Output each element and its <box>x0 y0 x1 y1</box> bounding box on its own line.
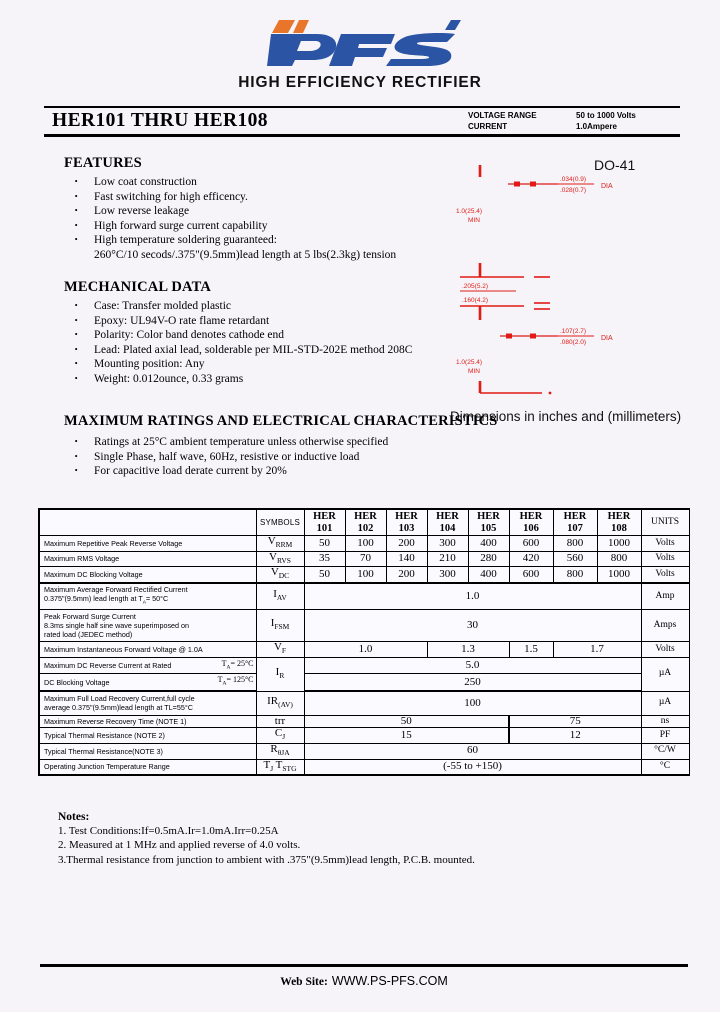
list-item: · High forward surge current capability <box>64 219 396 234</box>
header-part-her103 <box>386 509 427 536</box>
cell-value: 800 <box>553 567 597 583</box>
cell-value: 200 <box>386 536 427 552</box>
header-part-her105 <box>468 509 509 536</box>
dim-lead-dia-suffix: DIA <box>601 183 613 190</box>
cell-value-group: 75 <box>509 715 641 728</box>
row-symbol-cj <box>256 728 304 744</box>
page-footer <box>40 964 688 990</box>
cell-value-group: 1.5 <box>509 641 553 657</box>
voltage-range-value: 50 to 1000 Volts <box>576 111 636 120</box>
dim-body-dia-bottom: .080(2.0) <box>560 339 587 346</box>
table-row <box>39 567 689 583</box>
cell-value: 560 <box>553 551 597 567</box>
notes-title: Notes: <box>58 811 90 823</box>
row-desc-ir <box>39 657 256 674</box>
header-part-her108 <box>597 509 641 536</box>
table-row <box>39 551 689 567</box>
ratings-section <box>64 413 498 479</box>
part-number: 105 <box>480 522 497 534</box>
symbol-sub: FSM <box>274 622 290 632</box>
cell-value-group: 15 <box>304 728 509 744</box>
cell-value-span: 30 <box>304 609 641 641</box>
cell-unit: Volts <box>641 551 689 567</box>
desc-split-line <box>44 675 254 689</box>
desc-line-3: rated load (JEDEC method) <box>44 630 133 639</box>
do41-bottom-lead-icon <box>446 379 696 409</box>
cell-unit: µA <box>641 657 689 691</box>
row-desc-tj: Operating Junction Temperature Range <box>39 759 256 775</box>
list-item <box>64 233 396 262</box>
desc-line-1: Peak Forward Surge Current <box>44 611 136 621</box>
symbol-main: V <box>269 550 277 563</box>
desc-line-2: 0.375"(9.5mm) lead length at $T_A= 50^\circ C$ <box>44 594 169 606</box>
symbol-main: trr <box>274 714 286 727</box>
ratings-list <box>64 435 498 479</box>
list-item: · Lead: Plated axial lead, solderable per MIL-STD-202E method 208C <box>64 343 412 358</box>
row-symbol-vf <box>256 641 304 657</box>
cell-value-group: 1.7 <box>553 641 641 657</box>
dim-body-dia-suffix: DIA <box>601 335 613 342</box>
dim-lead-len-bottom: 1.0(25.4) <box>456 359 483 366</box>
dim-lead-len-top-min: MIN <box>468 217 480 224</box>
symbol-sub-2: STG <box>282 763 297 773</box>
symbol-sub: RVS <box>277 555 291 565</box>
pfs-logo-icon <box>255 14 465 68</box>
table-row <box>39 715 689 728</box>
cell-value: 70 <box>345 551 386 567</box>
row-desc-irav <box>39 691 256 715</box>
part-prefix: HER <box>607 511 631 522</box>
dim-lead-dia-bottom: .028(0.7) <box>560 187 587 194</box>
list-item: · Case: Transfer molded plastic <box>64 299 412 314</box>
cell-value: 1000 <box>597 567 641 583</box>
cell-unit: µA <box>641 691 689 715</box>
list-item: · Epoxy: UL94V-O rate flame retardant <box>64 314 412 329</box>
desc-line-2: DC Blocking Voltage <box>44 677 110 687</box>
row-symbol-vrrm <box>256 536 304 552</box>
cell-value: 600 <box>509 536 553 552</box>
features-list <box>64 175 396 263</box>
voltage-current-block <box>468 110 680 132</box>
cell-value-span: 100 <box>304 691 641 715</box>
cell-unit: Amp <box>641 583 689 609</box>
desc-line-1: Maximum DC Reverse Current at Rated <box>44 660 172 670</box>
features-section <box>64 155 396 263</box>
cell-value: 1000 <box>597 536 641 552</box>
desc-line-2: 8.3ms single half sine wave superimposed on <box>44 620 190 630</box>
notes-section <box>58 810 475 867</box>
row-desc-vrrm: Maximum Repetitive Peak Reverse Voltage <box>39 536 256 552</box>
symbol-sub: DC <box>278 571 290 581</box>
row-desc-trr: Maximum Reverse Recovery Time (NOTE 1) <box>39 715 256 728</box>
symbol-sub: θJA <box>277 748 290 758</box>
cell-unit: Volts <box>641 567 689 583</box>
table-row <box>39 691 689 715</box>
header-symbols: SYMBOLS <box>256 509 304 536</box>
row-desc-iav <box>39 583 256 609</box>
list-item: · Low coat construction <box>64 175 396 190</box>
symbol-main: I <box>270 617 275 630</box>
cell-value-span: 60 <box>304 743 641 759</box>
row-desc-vdc: Maximum DC Blocking Voltage <box>39 567 256 583</box>
logo-header <box>0 0 720 92</box>
part-number: 108 <box>611 522 627 534</box>
symbol-sub: RRM <box>275 540 293 550</box>
symbol-main: V <box>267 535 276 547</box>
cell-value: 50 <box>304 536 345 552</box>
list-item: · Mounting position: Any <box>64 357 412 372</box>
row-desc-cj: Typical Thermal Resistance (NOTE 2) <box>39 728 256 744</box>
cell-value: 420 <box>509 551 553 567</box>
dim-lead-dia-top: .034(0.9) <box>560 176 587 183</box>
current-label: CURRENT <box>468 122 508 131</box>
cell-unit: Volts <box>641 536 689 552</box>
symbol-main: C <box>274 727 283 740</box>
ir-condition-125c: $T_A= 125^\circ C$ <box>217 675 254 687</box>
list-item: · For capacitive load derate current by 20% <box>64 464 498 479</box>
header-part-her102 <box>345 509 386 536</box>
note-item: 1. Test Conditions:If=0.5mA.Ir=1.0mA.Irr=0.25A <box>58 825 279 838</box>
header-units: UNITS <box>641 509 689 536</box>
table-row <box>39 728 689 744</box>
mechanical-title: MECHANICAL DATA <box>64 279 212 295</box>
part-prefix: HER <box>477 511 500 522</box>
list-item: · Fast switching for high efficency. <box>64 190 396 205</box>
note-item: 3.Thermal resistance from junction to ambient with .375"(9.5mm)lead length, P.C.B. mounted. <box>58 853 475 866</box>
cell-value: 200 <box>386 567 427 583</box>
symbol-sub: R <box>279 670 285 680</box>
part-number: 103 <box>398 522 415 534</box>
list-item: · Polarity: Color band denotes cathode end <box>64 328 412 343</box>
list-item: · Single Phase, half wave, 60Hz, resistive or inductive load <box>64 450 498 465</box>
cell-value-group: 1.0 <box>304 641 427 657</box>
row-desc-vf: Maximum Instantaneous Forward Voltage @ 1.0A <box>39 641 256 657</box>
row-desc-rth: Typical Thermal Resistance(NOTE 3) <box>39 743 256 759</box>
part-number: 106 <box>523 522 539 534</box>
cell-value: 35 <box>304 551 345 567</box>
mechanical-list <box>64 299 412 387</box>
part-number: 101 <box>316 522 333 534</box>
part-prefix: HER <box>313 511 336 522</box>
cell-value: 50 <box>304 567 345 583</box>
cell-value: 210 <box>427 551 468 567</box>
part-range-title: HER101 THRU HER108 <box>52 110 268 131</box>
symbol-main: T <box>263 758 271 771</box>
header-part-her106 <box>509 509 553 536</box>
header-part-her101 <box>304 509 345 536</box>
row-symbol-trr <box>256 715 304 728</box>
symbol-main: I <box>275 665 280 678</box>
cell-value: 100 <box>345 567 386 583</box>
part-prefix: HER <box>563 511 587 522</box>
desc-line-1: Maximum Average Forward Rectified Current <box>44 585 188 595</box>
desc-line-1: Maximum Full Load Recovery Current,full cycle <box>44 694 195 704</box>
symbol-main: I <box>273 588 277 601</box>
row-symbol-ifsm <box>256 609 304 641</box>
part-number: 104 <box>439 522 456 534</box>
table-row <box>39 536 689 552</box>
header-part-her104 <box>427 509 468 536</box>
symbol-main: IR <box>267 694 279 707</box>
title-bar <box>44 106 680 137</box>
symbol-sub: F <box>281 646 287 656</box>
cell-value: 800 <box>553 536 597 552</box>
logo-tagline: HIGH EFFICIENCY RECTIFIER <box>238 74 482 91</box>
ir-condition-25c: $T_A= 25^\circ C$ <box>221 658 254 671</box>
part-number: 102 <box>357 522 374 534</box>
cell-value-span: (-55 to +150) <box>304 759 641 775</box>
website-label: Web Site: <box>280 976 328 988</box>
symbol-sub: J <box>282 732 286 742</box>
row-desc-ifsm <box>39 609 256 641</box>
cell-unit: Volts <box>641 641 689 657</box>
table-row <box>39 674 689 691</box>
row-desc-ir-2 <box>39 674 256 691</box>
do41-outline-diagram <box>446 151 696 381</box>
row-symbol-ir <box>256 657 304 691</box>
symbol-sub: AV <box>276 593 287 603</box>
desc-line-2: average 0.375"(9.5mm)lead length at TL=55°C <box>44 703 193 713</box>
row-symbol-rth <box>256 743 304 759</box>
mechanical-section <box>64 279 412 387</box>
part-prefix: HER <box>519 511 543 522</box>
cell-value: 300 <box>427 567 468 583</box>
website-url[interactable]: WWW.PS-PFS.COM <box>331 974 448 988</box>
cell-value: 600 <box>509 567 553 583</box>
list-item: · Weight: 0.012ounce, 0.33 grams <box>64 372 412 387</box>
cell-value: 400 <box>468 567 509 583</box>
table-row <box>39 759 689 775</box>
ratings-title: MAXIMUM RATINGS AND ELECTRICAL CHARACTERISTICS <box>64 413 498 429</box>
list-item: · Low reverse leakage <box>64 204 396 219</box>
dim-lead-len-bottom-min: MIN <box>468 368 480 375</box>
cell-value-span: 250 <box>304 674 641 691</box>
list-item: · Ratings at 25°C ambient temperature unless otherwise specified <box>64 435 498 450</box>
cell-value: 800 <box>597 551 641 567</box>
symbol-main: R <box>270 742 278 755</box>
symbol-main: V <box>270 566 279 579</box>
package-name-label: DO-41 <box>594 157 636 173</box>
cell-value-group: 12 <box>509 728 641 744</box>
symbol-main: V <box>273 640 282 653</box>
cell-value-span: 5.0 <box>304 657 641 674</box>
cell-unit: °C <box>641 759 689 775</box>
package-dimension-caption: Dimensions in inches and (millimeters) <box>450 409 682 424</box>
list-item-label: High temperature soldering guaranteed: <box>94 234 277 247</box>
specifications-table <box>38 508 690 776</box>
cell-value: 300 <box>427 536 468 552</box>
features-title: FEATURES <box>64 155 142 171</box>
row-symbol-vrms <box>256 551 304 567</box>
symbol-sub: J <box>270 763 274 773</box>
part-prefix: HER <box>436 511 459 522</box>
header-blank <box>39 509 256 536</box>
table-row <box>39 641 689 657</box>
cell-unit: ns <box>641 715 689 728</box>
symbol-main-2: T <box>275 758 283 771</box>
cell-unit: °C/W <box>641 743 689 759</box>
part-number: 107 <box>567 522 583 534</box>
table-row <box>39 609 689 641</box>
part-prefix: HER <box>395 511 418 522</box>
table-row <box>39 657 689 674</box>
cell-value: 100 <box>345 536 386 552</box>
cell-value: 400 <box>468 536 509 552</box>
dim-body-len-bottom: .160(4.2) <box>462 297 489 304</box>
dim-body-len-top: .205(5.2) <box>462 283 489 290</box>
table-row <box>39 743 689 759</box>
cell-value-span: 1.0 <box>304 583 641 609</box>
pfs-logo <box>255 14 465 68</box>
dim-lead-len-top: 1.0(25.4) <box>456 208 483 215</box>
dim-body-dia-top: .107(2.7) <box>560 328 587 335</box>
cell-value-group: 1.3 <box>427 641 509 657</box>
symbol-sub: (AV) <box>278 700 293 710</box>
cell-unit: PF <box>641 728 689 744</box>
current-value: 1.0Ampere <box>576 122 617 131</box>
voltage-range-label: VOLTAGE RANGE <box>468 111 537 120</box>
cell-value: 280 <box>468 551 509 567</box>
cell-unit: Amps <box>641 609 689 641</box>
row-desc-vrms: Maximum RMS Voltage <box>39 551 256 567</box>
header-part-her107 <box>553 509 597 536</box>
row-symbol-iav <box>256 583 304 609</box>
table-header-row <box>39 509 689 536</box>
row-symbol-irav <box>256 691 304 715</box>
row-symbol-tj <box>256 759 304 775</box>
note-item: 2. Measured at 1 MHz and applied reverse of 4.0 volts. <box>58 839 301 852</box>
cell-value-group: 50 <box>304 715 509 728</box>
desc-split-line <box>44 659 254 673</box>
row-symbol-vdc <box>256 567 304 583</box>
table-row <box>39 583 689 609</box>
list-item-sub: 260°C/10 secods/.375"(9.5mm)lead length at 5 lbs(2.3kg) tension <box>94 248 397 261</box>
cell-value: 140 <box>386 551 427 567</box>
part-prefix: HER <box>354 511 377 522</box>
